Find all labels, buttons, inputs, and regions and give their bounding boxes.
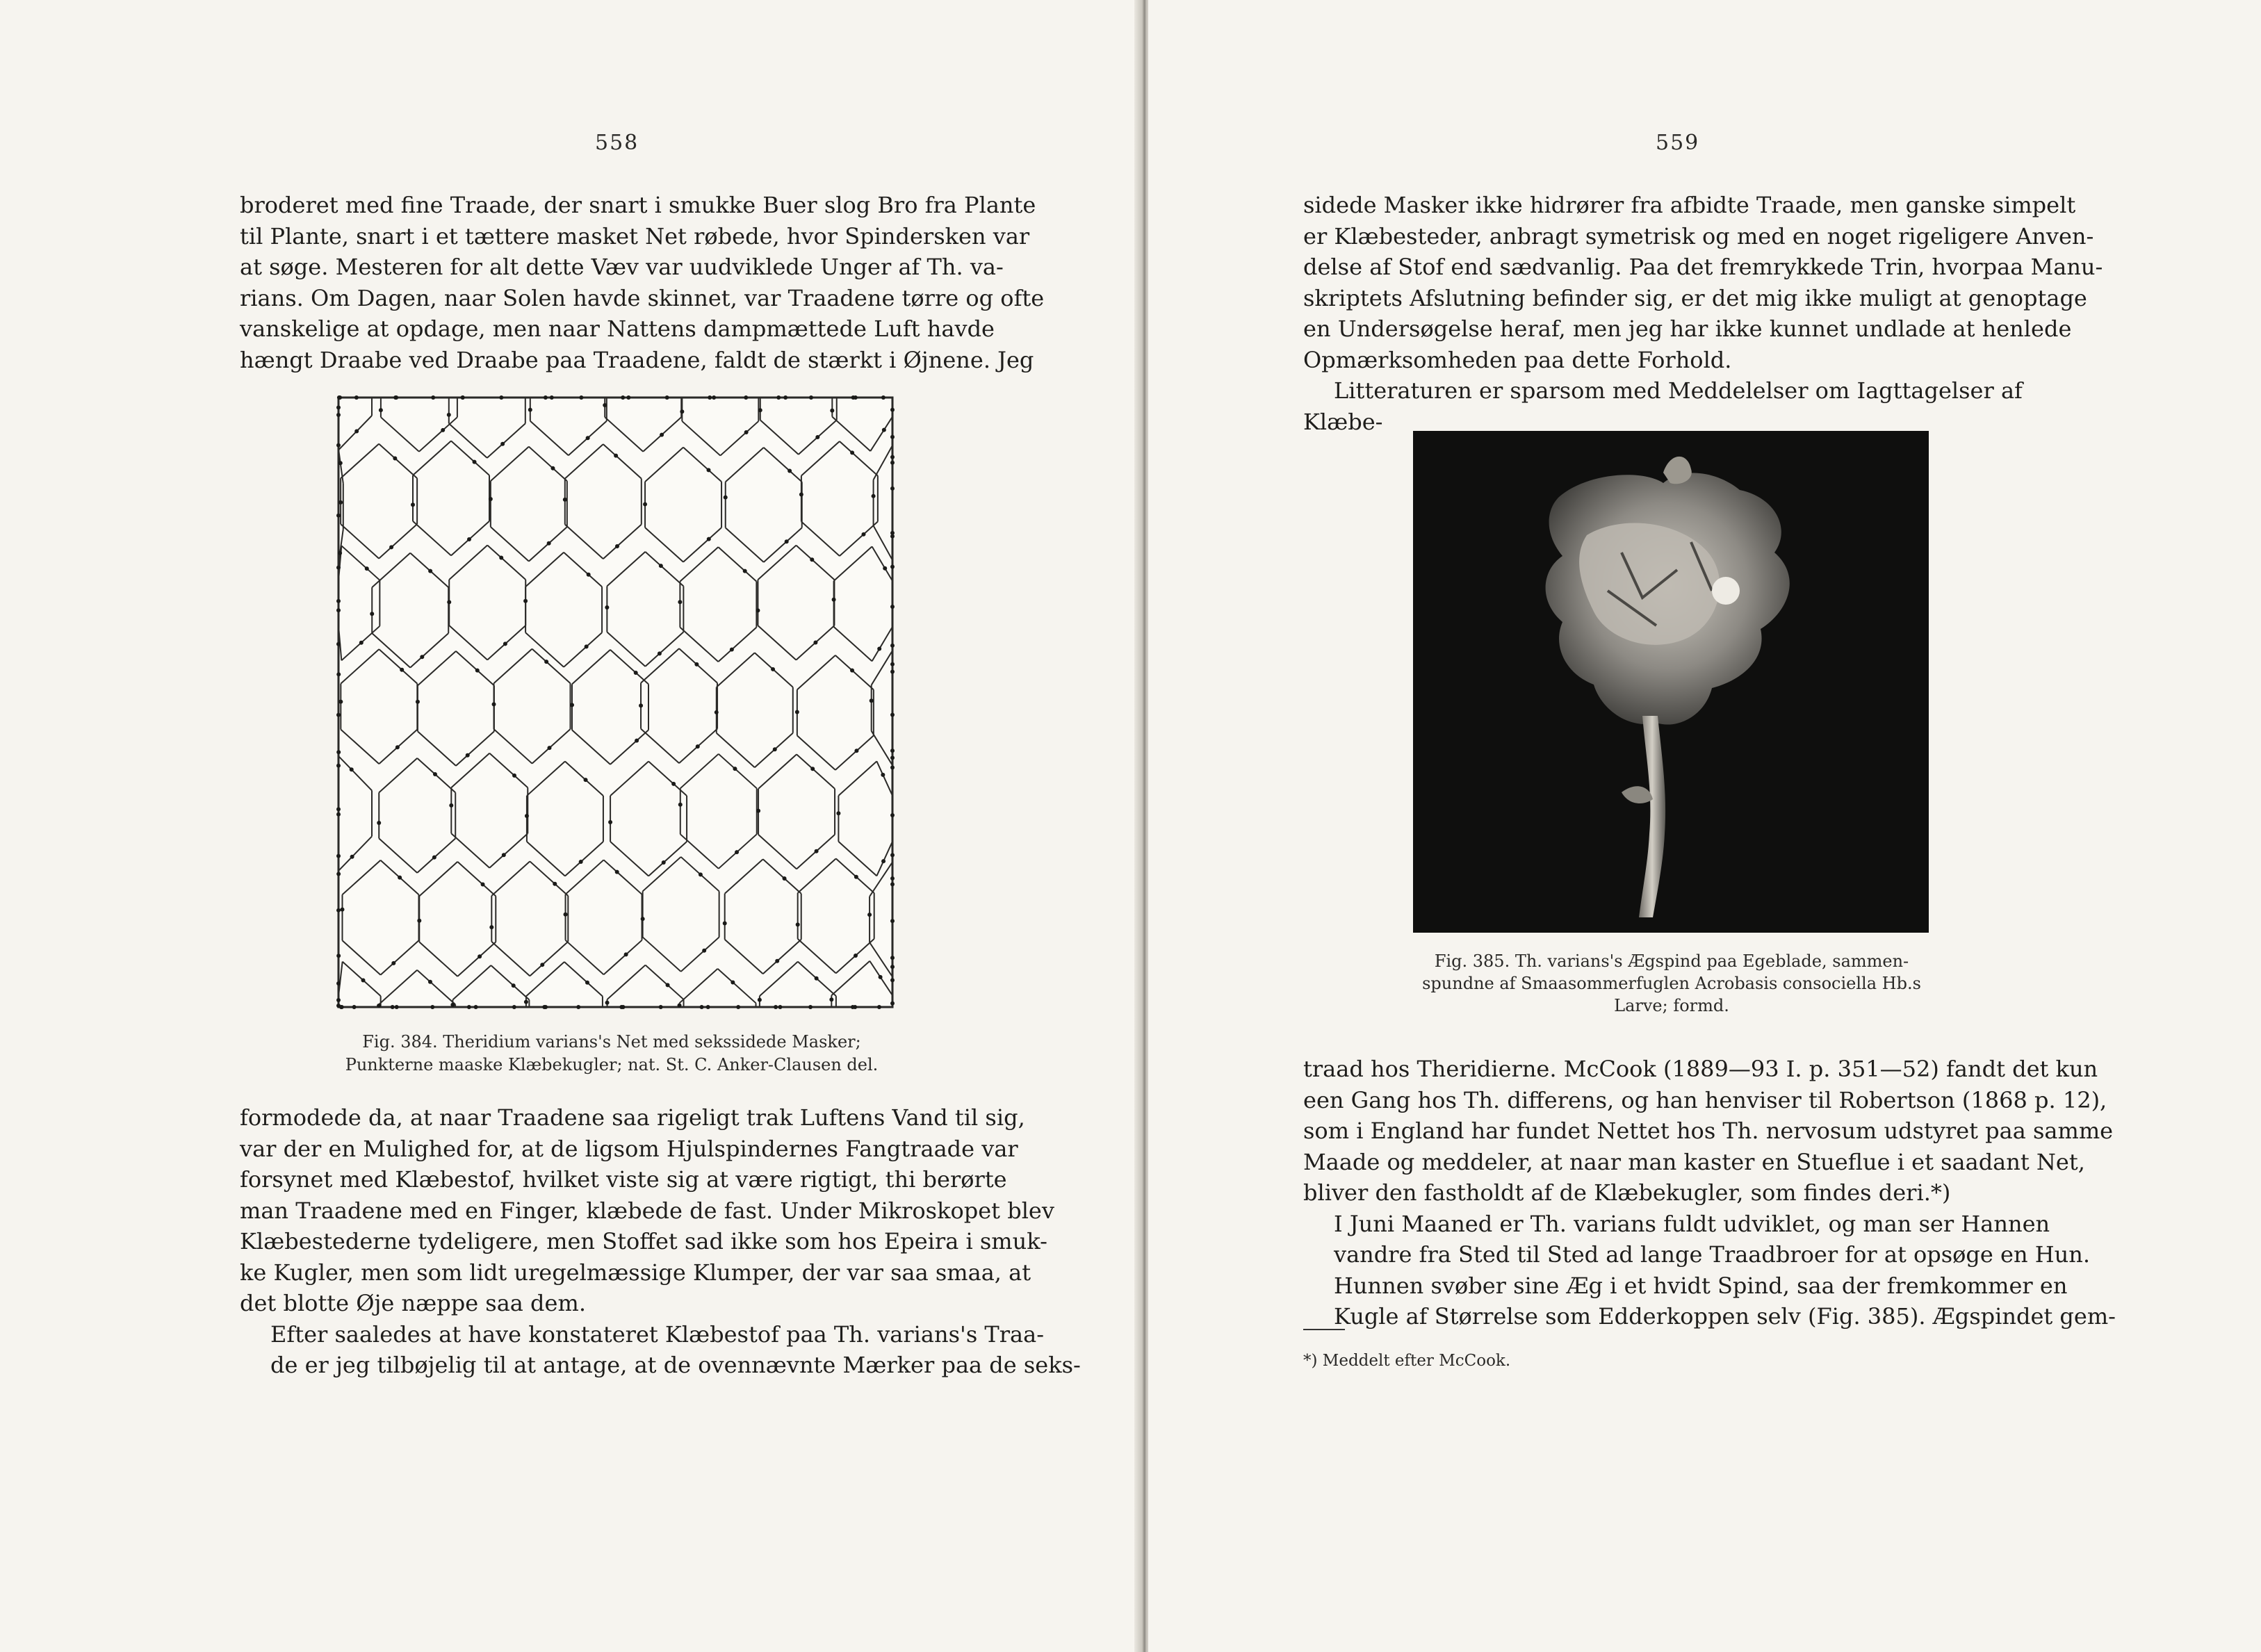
adhesive-droplet: [809, 395, 813, 400]
adhesive-droplet: [544, 395, 548, 400]
adhesive-droplet: [553, 882, 557, 886]
text-line: skriptets Afslutning befinder sig, er det mig ikke muligt at genoptage: [1303, 284, 2087, 311]
adhesive-droplet: [890, 531, 895, 535]
adhesive-droplet: [614, 454, 618, 458]
adhesive-droplet: [398, 876, 402, 880]
figure-frame: [338, 398, 892, 1007]
adhesive-droplet: [336, 954, 341, 958]
adhesive-droplet: [795, 710, 799, 714]
adhesive-droplet: [890, 670, 895, 674]
adhesive-droplet: [336, 599, 341, 603]
adhesive-droplet: [391, 1005, 395, 1009]
adhesive-droplet: [699, 872, 703, 876]
text-line: Maade og meddeler, at naar man kaster en Stueflue i et saadant Net,: [1303, 1148, 2085, 1175]
adhesive-droplet: [744, 395, 748, 400]
text-line: ke Kugler, men som lidt uregelmæssige Klumper, der var saa smaa, at: [240, 1259, 1031, 1286]
oak-stem: [1639, 716, 1665, 917]
adhesive-droplet: [696, 744, 700, 749]
paragraph: [1303, 1209, 2091, 1270]
paragraph: Litteraturen er sparsom med Meddelelser om Iagttagelser af Klæbe-: [1303, 377, 2023, 435]
adhesive-droplet: [525, 814, 529, 818]
text-line: sidede Masker ikke hidrører fra afbidte Traade, men ganske simpelt: [1303, 192, 2076, 218]
adhesive-droplet: [756, 608, 760, 612]
adhesive-droplet: [735, 850, 739, 854]
adhesive-droplet: [354, 395, 359, 400]
adhesive-droplet: [890, 882, 895, 886]
adhesive-droplet: [336, 750, 341, 754]
adhesive-droplet: [730, 648, 734, 652]
body-paragraph: [240, 190, 1045, 375]
adhesive-droplet: [336, 807, 341, 811]
adhesive-droplet: [481, 883, 485, 887]
adhesive-droplet: [605, 1001, 610, 1005]
adhesive-droplet: [336, 608, 341, 612]
adhesive-droplet: [641, 917, 645, 921]
adhesive-droplet: [665, 395, 669, 400]
adhesive-droplet: [870, 698, 874, 703]
adhesive-droplet: [851, 395, 856, 400]
text-line: een Gang hos Th. differens, og han henviser til Robertson (1868 p. 12),: [1303, 1086, 2107, 1113]
adhesive-droplet: [758, 408, 762, 412]
adhesive-droplet: [441, 428, 445, 432]
adhesive-droplet: [829, 997, 833, 1001]
adhesive-droplet: [431, 395, 435, 400]
paragraph-continued: [1303, 1054, 2114, 1209]
adhesive-droplet: [881, 773, 885, 777]
caption-line: Fig. 385. Th. varians's Ægspind paa Egeblade, sammen-: [1434, 951, 1909, 971]
adhesive-droplet: [658, 651, 662, 655]
adhesive-droplet: [338, 395, 342, 400]
adhesive-droplet: [707, 537, 711, 541]
text-line: broderet med fine Traade, der snart i smukke Buer slog Bro fra Plante: [240, 192, 1036, 218]
paragraph-continued: [240, 190, 1045, 375]
adhesive-droplet: [338, 461, 343, 465]
adhesive-droplet: [810, 557, 814, 562]
text-line: vanskelige at opdage, men naar Nattens dampmættede Luft havde: [240, 316, 995, 342]
adhesive-droplet: [890, 644, 895, 648]
adhesive-droplet: [340, 1005, 344, 1009]
adhesive-droplet: [785, 539, 789, 543]
egg-sac-on-oak-leaf-photo: [1413, 431, 1929, 933]
adhesive-droplet: [715, 710, 719, 714]
spider-web-hexagon-illustration: [336, 395, 895, 1009]
adhesive-droplet: [550, 395, 554, 400]
adhesive-droplet: [890, 712, 895, 717]
adhesive-droplet: [774, 1005, 778, 1009]
text-line: forsynet med Klæbestof, hvilket viste sig at være rigtigt, thi berørte: [240, 1166, 1007, 1193]
adhesive-droplet: [394, 395, 398, 400]
adhesive-droplet: [678, 803, 683, 807]
adhesive-droplet: [512, 983, 516, 988]
adhesive-droplet: [659, 564, 663, 568]
adhesive-droplet: [634, 671, 638, 675]
text-line: var der en Mulighed for, at de ligsom Hjulspindernes Fangtraade var: [240, 1135, 1018, 1162]
text-line: delse af Stof end sædvanlig. Paa det fremrykkede Trin, hvorpaa Manu-: [1303, 254, 2103, 280]
adhesive-droplet: [377, 1004, 381, 1008]
adhesive-droplet: [890, 749, 895, 753]
text-line: Efter saaledes at have konstateret Klæbestof paa Th. varians's Traa-: [270, 1320, 1045, 1348]
adhesive-droplet: [393, 456, 397, 460]
adhesive-droplet: [890, 853, 895, 857]
adhesive-droplet: [416, 700, 420, 704]
adhesive-droplet: [861, 532, 865, 537]
adhesive-droplet: [758, 998, 762, 1002]
adhesive-droplet: [678, 600, 682, 604]
adhesive-droplet: [615, 544, 619, 548]
adhesive-droplet: [890, 486, 895, 491]
adhesive-droplet: [428, 569, 432, 573]
adhesive-droplet: [883, 566, 887, 571]
adhesive-droplet: [877, 1005, 881, 1009]
adhesive-droplet: [890, 435, 895, 439]
adhesive-droplet: [585, 981, 589, 985]
adhesive-droplet: [336, 854, 341, 858]
adhesive-droplet: [489, 925, 493, 929]
adhesive-droplet: [473, 460, 477, 464]
adhesive-droplet: [338, 500, 343, 505]
right-page: [1148, 0, 2261, 1652]
adhesive-droplet: [336, 812, 341, 817]
adhesive-droplet: [447, 413, 451, 417]
adhesive-droplet: [619, 1005, 623, 1009]
adhesive-droplet: [850, 669, 854, 673]
adhesive-droplet: [503, 641, 507, 646]
adhesive-droplet: [694, 662, 699, 666]
adhesive-droplet: [354, 430, 359, 434]
adhesive-droplet: [666, 983, 670, 987]
adhesive-droplet: [708, 395, 712, 400]
adhesive-droplet: [564, 913, 568, 917]
adhesive-droplet: [477, 954, 482, 958]
adhesive-droplet: [340, 908, 344, 912]
adhesive-droplet: [662, 860, 666, 865]
adhesive-droplet: [449, 803, 453, 808]
adhesive-droplet: [890, 455, 895, 459]
adhesive-droplet: [524, 1000, 528, 1004]
adhesive-droplet: [379, 408, 383, 412]
adhesive-droplet: [882, 428, 886, 432]
adhesive-droplet: [854, 875, 858, 879]
adhesive-droplet: [547, 541, 551, 546]
adhesive-droplet: [723, 922, 727, 926]
adhesive-droplet: [756, 809, 760, 813]
text-line: som i England har fundet Nettet hos Th. nervosum udstyret paa samme: [1303, 1118, 2114, 1144]
adhesive-droplet: [540, 963, 544, 967]
adhesive-droplet: [474, 1005, 478, 1009]
adhesive-droplet: [877, 647, 881, 651]
adhesive-droplet: [808, 1005, 813, 1009]
figure-384-caption: [264, 1031, 959, 1077]
adhesive-droplet: [467, 1005, 471, 1009]
adhesive-droplet: [702, 949, 706, 953]
adhesive-droplet: [815, 435, 819, 439]
text-line: Opmærksomheden paa dette Forhold.: [1303, 346, 1732, 373]
figure-384-web-drawing: [336, 395, 895, 1009]
adhesive-droplet: [420, 655, 424, 659]
adhesive-droplet: [466, 753, 470, 758]
adhesive-droplet: [576, 1005, 580, 1009]
text-line: I Juni Maaned er Th. varians fuldt udviklet, og man ser Hannen: [1334, 1210, 2050, 1237]
adhesive-droplet: [624, 952, 628, 956]
adhesive-droplet: [890, 662, 895, 666]
adhesive-droplet: [475, 669, 480, 673]
adhesive-droplet: [890, 919, 895, 923]
adhesive-droplet: [336, 672, 341, 676]
adhesive-droplet: [502, 853, 506, 857]
text-line: at søge. Mesteren for alt dette Væv var uudviklede Unger af Th. va-: [240, 254, 1004, 280]
adhesive-droplet: [787, 469, 792, 473]
adhesive-droplet: [570, 703, 574, 707]
adhesive-droplet: [550, 466, 555, 471]
adhesive-droplet: [890, 565, 895, 569]
adhesive-droplet: [400, 668, 404, 672]
adhesive-droplet: [336, 514, 341, 518]
adhesive-droplet: [799, 492, 803, 496]
adhesive-droplet: [854, 749, 858, 753]
footnote-rule: [1303, 1329, 1345, 1330]
adhesive-droplet: [585, 644, 589, 648]
adhesive-droplet: [587, 573, 591, 577]
adhesive-droplet: [528, 408, 532, 412]
stem-bud: [1622, 786, 1653, 803]
adhesive-droplet: [851, 1005, 855, 1009]
adhesive-droplet: [733, 767, 737, 771]
body-paragraph: [1303, 190, 2103, 437]
adhesive-droplet: [671, 782, 676, 786]
adhesive-droplet: [579, 395, 583, 400]
adhesive-droplet: [867, 913, 872, 917]
adhesive-droplet: [432, 856, 436, 860]
adhesive-droplet: [810, 767, 815, 771]
adhesive-droplet: [605, 605, 609, 610]
adhesive-droplet: [743, 569, 747, 573]
adhesive-droplet: [890, 1001, 895, 1006]
text-line: til Plante, snart i et tættere masket Net røbede, hvor Spindersken var: [240, 222, 1030, 250]
adhesive-droplet: [730, 980, 735, 984]
text-line: hængt Draabe ved Draabe paa Traadene, faldt de stærkt i Øjnene. Jeg: [240, 346, 1034, 373]
adhesive-droplet: [350, 855, 354, 859]
adhesive-droplet: [615, 870, 619, 874]
adhesive-droplet: [879, 975, 883, 979]
adhesive-droplet: [450, 1003, 455, 1007]
page-number: 559: [1656, 131, 1700, 155]
adhesive-droplet: [700, 1005, 704, 1009]
body-paragraph: [1303, 1054, 2116, 1332]
figure-385-caption: [1385, 950, 1959, 1017]
adhesive-droplet: [584, 778, 588, 782]
adhesive-droplet: [417, 919, 421, 923]
adhesive-droplet: [467, 537, 471, 541]
text-line: er Klæbesteder, anbragt symetrisk og med en noget rigeligere Anven-: [1303, 222, 2094, 250]
adhesive-droplet: [336, 443, 341, 448]
paragraph: [1303, 1270, 2116, 1332]
adhesive-droplet: [643, 502, 647, 507]
adhesive-droplet: [881, 859, 885, 863]
caption-line: Larve; formd.: [1614, 996, 1729, 1015]
adhesive-droplet: [489, 497, 493, 501]
figure-385-photograph: [1413, 431, 1929, 933]
adhesive-droplet: [336, 642, 341, 646]
adhesive-droplet: [391, 961, 395, 965]
adhesive-droplet: [359, 641, 364, 645]
egg-sac-highlight: [1712, 577, 1740, 605]
adhesive-droplet: [608, 820, 612, 824]
adhesive-droplet: [771, 667, 775, 671]
text-line: vandre fra Sted til Sted ad lange Traadbroer for at opsøge en Hun.: [1334, 1241, 2091, 1268]
adhesive-droplet: [336, 908, 341, 913]
adhesive-droplet: [370, 612, 374, 616]
adhesive-droplet: [336, 713, 341, 717]
adhesive-droplet: [499, 555, 503, 559]
adhesive-droplet: [890, 408, 895, 412]
adhesive-droplet: [660, 433, 664, 437]
adhesive-droplet: [890, 876, 895, 881]
adhesive-droplet: [678, 1004, 682, 1008]
adhesive-droplet: [890, 605, 895, 609]
caption-line: Punkterne maaske Klæbekugler; nat. St. C. Anker-Clausen del.: [345, 1055, 879, 1074]
adhesive-droplet: [773, 747, 777, 751]
adhesive-droplet: [635, 739, 639, 743]
page-number: 558: [595, 131, 639, 155]
adhesive-droplet: [815, 849, 819, 853]
text-line: Hunnen svøber sine Æg i et hvidt Spind, saa der fremkommer en: [1334, 1272, 2068, 1299]
adhesive-droplet: [499, 395, 503, 400]
text-line: traad hos Theridierne. McCook (1889—93 I. p. 351—52) fandt det kun: [1303, 1056, 2098, 1082]
adhesive-droplet: [338, 700, 343, 704]
adhesive-droplet: [492, 702, 496, 706]
adhesive-droplet: [890, 965, 895, 969]
adhesive-droplet: [783, 876, 787, 881]
adhesive-droplet: [336, 566, 341, 570]
adhesive-droplet: [890, 765, 895, 769]
adhesive-droplet: [776, 395, 781, 400]
adhesive-droplet: [783, 395, 787, 400]
text-line: de er jeg tilbøjelig til at antage, at de ovennævnte Mærker paa de seks-: [270, 1352, 1081, 1378]
text-line: en Undersøgelse heraf, men jeg har ikke kunnet undlade at henlede: [1303, 316, 2072, 342]
adhesive-droplet: [813, 640, 817, 644]
adhesive-droplet: [712, 395, 716, 400]
text-line: rians. Om Dagen, naar Solen havde skinnet, var Traadene tørre og ofte: [240, 284, 1045, 311]
adhesive-droplet: [512, 1005, 516, 1009]
adhesive-droplet: [881, 395, 885, 400]
adhesive-droplet: [336, 764, 341, 768]
adhesive-droplet: [336, 413, 341, 417]
adhesive-droplet: [744, 430, 749, 434]
adhesive-droplet: [579, 860, 583, 864]
adhesive-droplet: [706, 468, 710, 472]
adhesive-droplet: [352, 1005, 357, 1009]
adhesive-droplet: [706, 1005, 710, 1009]
adhesive-droplet: [433, 772, 437, 776]
text-line: man Traadene med en Finger, klæbede de fast. Under Mikroskopet blev: [240, 1197, 1054, 1224]
adhesive-droplet: [639, 703, 643, 708]
text-line: formodede da, at naar Traadene saa rigeligt trak Luftens Vand til sig,: [240, 1104, 1025, 1131]
adhesive-droplet: [796, 922, 800, 926]
adhesive-droplet: [736, 1005, 740, 1009]
adhesive-droplet: [854, 954, 858, 958]
adhesive-droplet: [563, 498, 567, 502]
adhesive-droplet: [336, 405, 341, 409]
adhesive-droplet: [395, 745, 400, 749]
adhesive-droplet: [365, 566, 369, 571]
adhesive-droplet: [890, 956, 895, 960]
adhesive-droplet: [890, 755, 895, 760]
text-line: Kugle af Størrelse som Edderkoppen selv (Fig. 385). Ægspindet gem-: [1334, 1303, 2116, 1330]
adhesive-droplet: [461, 395, 465, 400]
adhesive-droplet: [428, 980, 432, 984]
adhesive-droplet: [680, 409, 684, 414]
adhesive-droplet: [338, 551, 342, 555]
adhesive-droplet: [336, 872, 341, 876]
adhesive-droplet: [500, 442, 505, 446]
adhesive-droplet: [447, 600, 451, 604]
leaf-tip: [1663, 457, 1692, 484]
adhesive-droplet: [395, 1005, 399, 1009]
adhesive-droplet: [544, 1005, 548, 1009]
adhesive-droplet: [336, 998, 341, 1002]
adhesive-droplet: [361, 978, 366, 982]
paragraph-continued: [1303, 190, 2103, 375]
adhesive-droplet: [523, 599, 528, 603]
adhesive-droplet: [603, 403, 607, 407]
adhesive-droplet: [836, 811, 840, 815]
text-line: bliver den fastholdt af de Klæbekugler, som findes deri.*): [1303, 1179, 1951, 1206]
caption-line: Fig. 384. Theridium varians's Net med sekssidede Masker;: [362, 1032, 861, 1052]
adhesive-droplet: [430, 1005, 434, 1009]
adhesive-droplet: [336, 981, 341, 986]
paragraph: [240, 1319, 1081, 1381]
adhesive-droplet: [350, 767, 354, 771]
adhesive-droplet: [890, 461, 895, 465]
adhesive-droplet: [411, 502, 415, 507]
adhesive-droplet: [775, 959, 779, 963]
adhesive-droplet: [389, 545, 393, 549]
adhesive-droplet: [832, 598, 836, 602]
caption-line: spundne af Smaasommerfuglen Acrobasis consociella Hb.s: [1422, 974, 1921, 993]
adhesive-droplet: [890, 978, 895, 982]
footnote: *) Meddelt efter McCook.: [1303, 1352, 1511, 1370]
adhesive-droplet: [830, 409, 834, 413]
paragraph: [240, 1102, 1054, 1319]
adhesive-droplet: [659, 1005, 663, 1009]
adhesive-droplet: [815, 976, 819, 981]
text-line: Klæbestederne tydeligere, men Stoffet sad ikke som hos Epeira i smuk-: [240, 1228, 1047, 1254]
adhesive-droplet: [512, 774, 516, 778]
adhesive-droplet: [586, 436, 590, 440]
adhesive-droplet: [626, 395, 630, 400]
adhesive-droplet: [890, 813, 895, 817]
adhesive-droplet: [547, 746, 551, 750]
adhesive-droplet: [872, 494, 876, 498]
adhesive-droplet: [621, 395, 625, 400]
adhesive-droplet: [778, 1005, 782, 1009]
adhesive-droplet: [724, 496, 728, 500]
adhesive-droplet: [544, 660, 548, 664]
adhesive-droplet: [377, 821, 381, 825]
adhesive-droplet: [850, 450, 854, 455]
text-line: det blotte Øje næppe saa dem.: [240, 1290, 586, 1316]
body-paragraph: [240, 1102, 1081, 1381]
